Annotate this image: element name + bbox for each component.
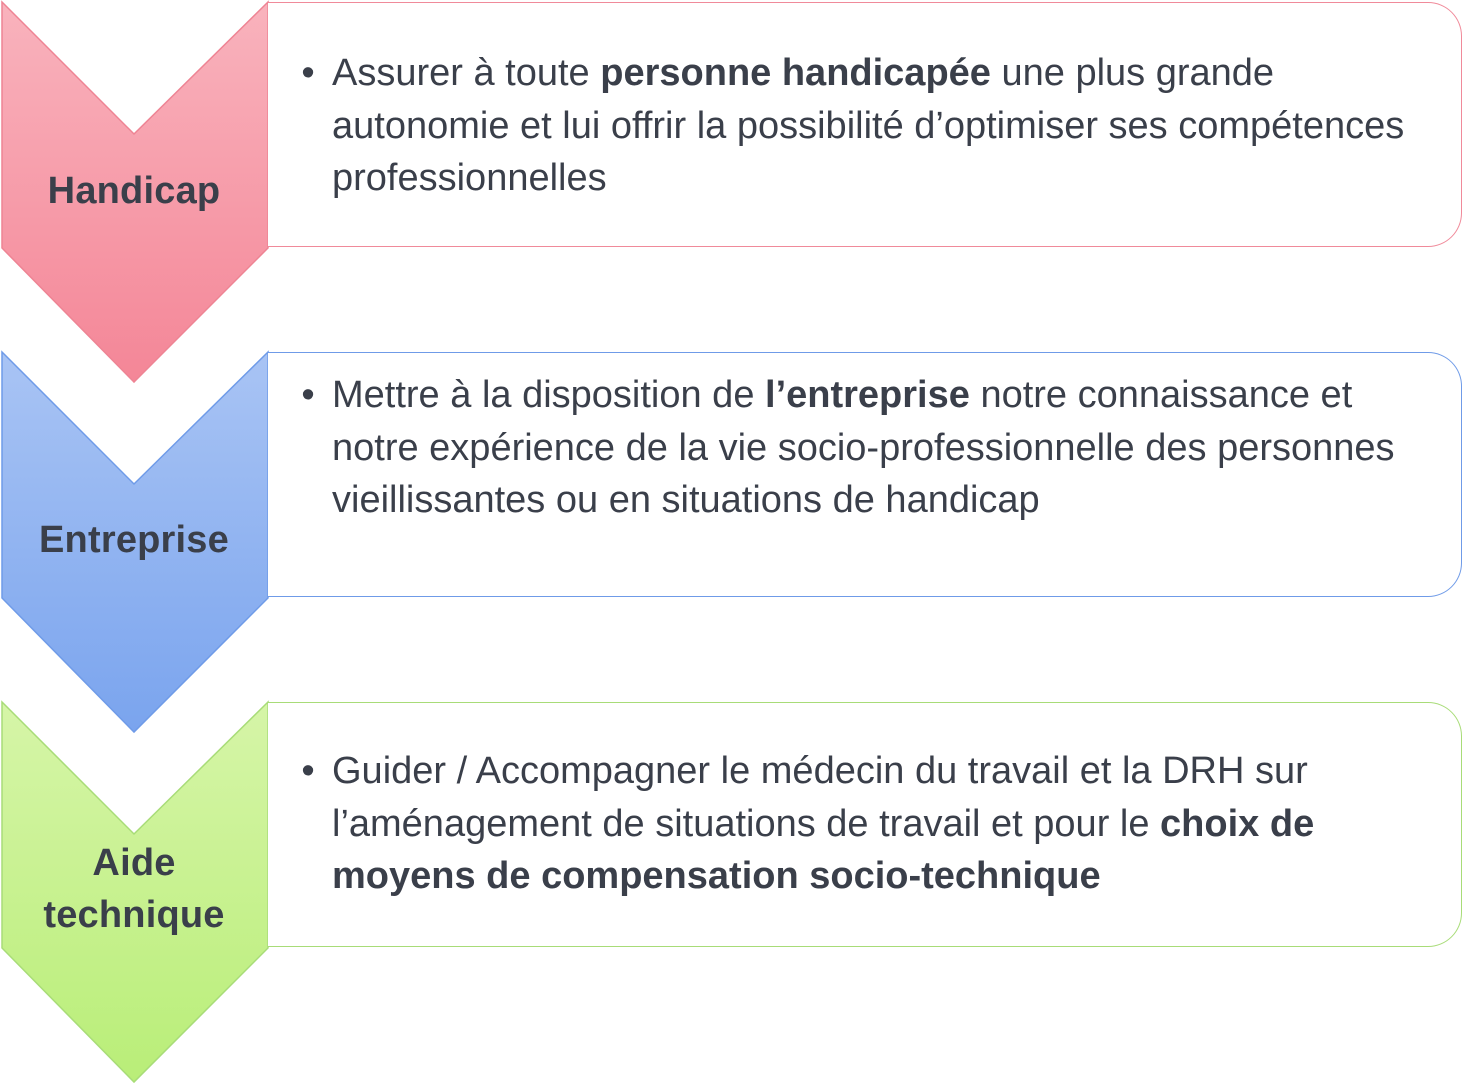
highlight-text: l’entreprise: [765, 374, 970, 416]
step-description-box: [268, 702, 1462, 947]
step-description-box: [268, 352, 1462, 597]
step-description-box: [268, 2, 1462, 247]
highlight-text: personne handicapée: [600, 52, 991, 94]
step-description: • Assurer à toute personne handicapée une plus grande autonomie et lui offrir la possibilité d’optimiser ses compétences professionnelles: [332, 47, 1421, 205]
step-entreprise: [0, 350, 1464, 732]
step-description: • Mettre à la disposition de l’entreprise notre connaissance et notre expérience de la vie socio-professionnelle des personnes vieillissantes ou en situations de handicap: [332, 369, 1421, 527]
bullet-icon: •: [301, 374, 315, 416]
step-description: • Guider / Accompagner le médecin du travail et la DRH sur l’aménagement de situations de travail et pour le choix de moyens de compensation socio-technique: [332, 745, 1421, 903]
step-aide-technique: [0, 700, 1464, 1082]
step-label: Aide technique: [43, 842, 225, 936]
bullet-icon: •: [301, 52, 315, 94]
bullet-icon: •: [301, 750, 315, 792]
step-label: Entreprise: [39, 519, 229, 561]
step-handicap: [0, 0, 1464, 382]
highlight-text: choix de moyens de compensation socio-technique: [332, 802, 1315, 897]
step-label: Handicap: [47, 170, 221, 212]
